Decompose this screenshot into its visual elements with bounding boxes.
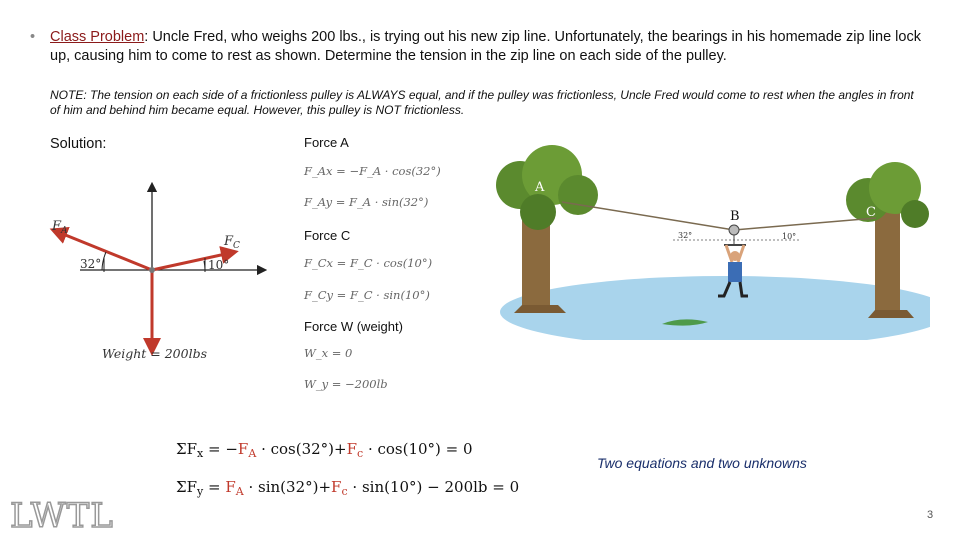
- angle-c-label: 10°: [208, 258, 230, 272]
- class-problem-lead: Class Problem: [50, 29, 145, 45]
- right-tree-trunk: [875, 212, 900, 312]
- force-w-eq1: W_x = 0: [304, 346, 353, 360]
- left-tree-foliage-4: [520, 194, 556, 230]
- force-c-title: Force C: [304, 228, 351, 243]
- force-a-eq1: F_Ax = −F_A · cos(32°): [304, 164, 441, 178]
- lwtl-logo: [10, 495, 125, 533]
- pulley: [729, 225, 739, 235]
- fc-label: $F_C$: [224, 234, 240, 251]
- zip-line-illustration: [490, 140, 930, 340]
- note-text: NOTE: The tension on each side of a frictionless pulley is ALWAYS equal, and if the pulley was frictionless, Uncle Fred would come to rest when the angles in front of him and behind him became equal. However, this pulley is NOT frictionless.: [50, 88, 914, 117]
- two-equations-note: Two equations and two unknowns: [597, 455, 807, 471]
- scene-angle-left: 32°: [678, 231, 693, 240]
- pond: [500, 276, 930, 340]
- solution-label: Solution:: [50, 136, 107, 152]
- sum-fy-equation: $\Sigma F_y = F_A \cdot \sin(32^\circ)+F_c \cdot \sin(10^\circ) - 200lb = 0$: [176, 478, 520, 498]
- force-w-title: Force W (weight): [304, 319, 403, 334]
- bullet: •: [30, 29, 36, 45]
- zip-line-left: [562, 202, 734, 230]
- force-c-eq2: F_Cy = F_C · sin(10°): [304, 288, 430, 302]
- angle-a-label: 32°: [80, 257, 102, 271]
- right-tree-foliage-3: [901, 200, 929, 228]
- sum-fx-equation: $\Sigma F_x = -F_A \cdot \cos(32^\circ)+F_c \cdot \cos(10^\circ) = 0$: [176, 440, 473, 460]
- scene-label-c: C: [866, 205, 876, 220]
- force-c-eq1: F_Cx = F_C · cos(10°): [304, 256, 433, 270]
- scene-angle-right: 10°: [782, 232, 797, 241]
- problem-statement: [30, 28, 930, 66]
- zip-line-right: [734, 218, 876, 230]
- force-a-arrow: [58, 232, 152, 270]
- fa-label: $F_A$: [52, 219, 68, 236]
- left-tree-foliage-3: [558, 175, 598, 215]
- slide-number: 3: [927, 509, 934, 521]
- scene-label-b: B: [730, 209, 740, 224]
- scene-label-a: A: [535, 180, 545, 195]
- force-a-eq2: F_Ay = F_A · sin(32°): [304, 195, 429, 209]
- force-w-eq2: W_y = −200lb: [304, 377, 388, 391]
- pulley-point: [149, 267, 155, 273]
- weight-label: Weight = 200lbs: [102, 346, 207, 361]
- fred-head: [730, 251, 740, 261]
- force-a-title: Force A: [304, 135, 349, 150]
- problem-text: : Uncle Fred, who weighs 200 lbs., is trying out his new zip line. Unfortunately, the bearings in his homemade zip line lock up, causing him to come to rest as shown. Determine the tension in the zip line on each side of the pulley.: [50, 29, 921, 64]
- fred-shirt: [728, 262, 742, 282]
- left-tree-roots: [514, 305, 566, 313]
- logo-text: LWTL: [10, 496, 114, 533]
- right-tree-roots: [868, 310, 914, 318]
- free-body-diagram: [40, 175, 270, 370]
